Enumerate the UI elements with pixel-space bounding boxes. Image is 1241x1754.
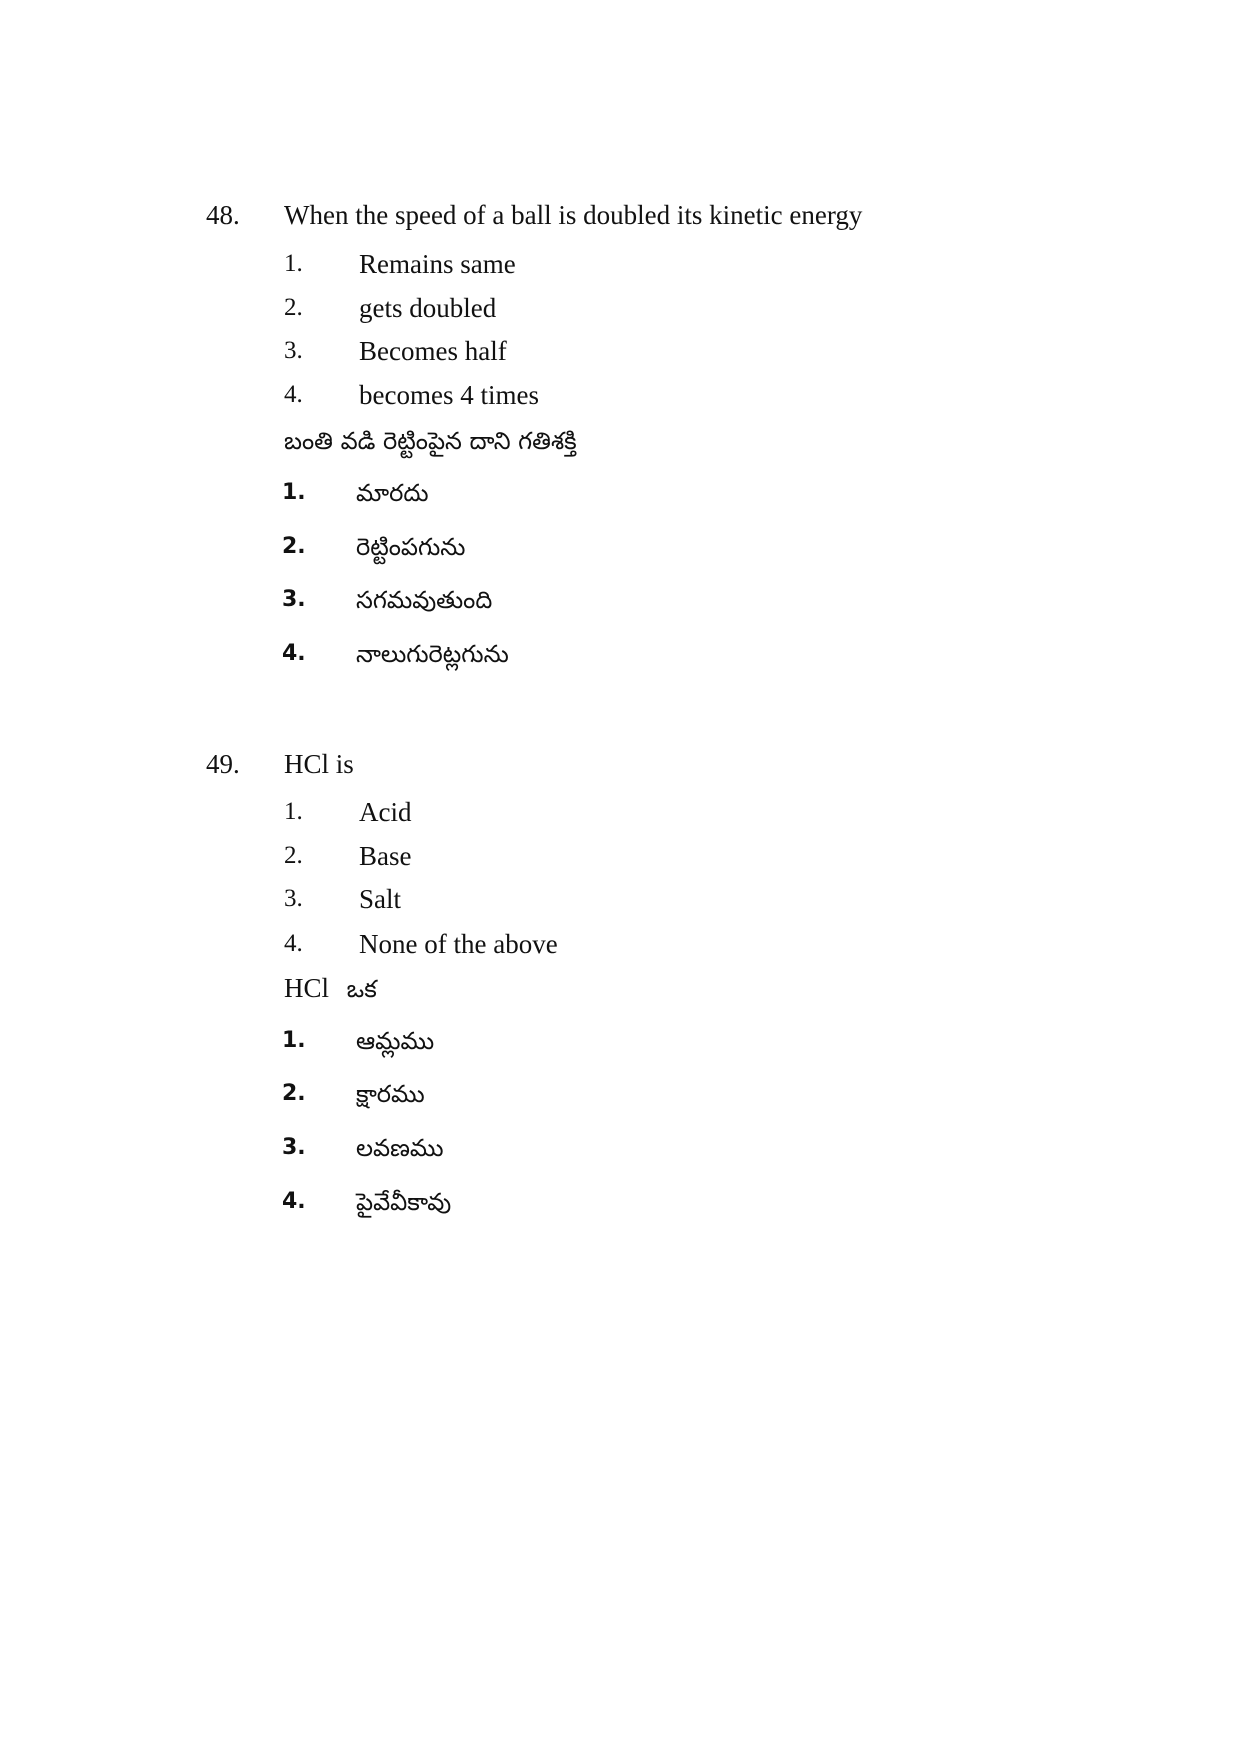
option-text-telugu: సగమవుతుంది xyxy=(356,586,493,614)
option-number: 2. xyxy=(284,294,303,321)
option-number: 1. xyxy=(282,1028,306,1053)
option-number: 3. xyxy=(282,587,306,612)
option-number: 3. xyxy=(284,337,303,364)
question-text-english: HCl is xyxy=(284,749,354,779)
question-number: 48. xyxy=(206,200,240,230)
option-text: Acid xyxy=(359,797,412,827)
question-text-telugu: బంతి వడి రెట్టింపైన దాని గతిశక్తి xyxy=(284,427,577,455)
option-number: 2. xyxy=(282,534,306,559)
option-number: 4. xyxy=(282,1189,306,1214)
option-text: Salt xyxy=(359,884,402,914)
option-text-telugu: పైవేవీకావు xyxy=(356,1188,452,1216)
option-text-telugu: మారదు xyxy=(356,479,429,507)
option-number: 1. xyxy=(284,798,303,825)
option-number: 1. xyxy=(282,480,306,505)
option-number: 4. xyxy=(284,930,303,957)
option-text: Becomes half xyxy=(359,336,507,366)
question-text-telugu xyxy=(284,971,377,1006)
option-number: 3. xyxy=(284,885,303,912)
question-text-english: When the speed of a ball is doubled its kinetic energy xyxy=(284,200,863,230)
option-number: 4. xyxy=(284,381,303,408)
option-text-telugu: రెట్టింపగును xyxy=(356,533,466,561)
option-text: None of the above xyxy=(359,929,558,959)
option-text: becomes 4 times xyxy=(359,380,539,410)
option-number: 1. xyxy=(284,250,303,277)
option-number: 2. xyxy=(284,842,303,869)
option-text: Remains same xyxy=(359,249,516,279)
option-text: gets doubled xyxy=(359,293,497,323)
option-text-telugu: లవణము xyxy=(356,1134,444,1162)
option-number: 3. xyxy=(282,1135,306,1160)
option-text: Base xyxy=(359,841,412,871)
option-text-telugu: క్షారము xyxy=(356,1080,425,1108)
option-text-telugu: నాలుగురెట్లగును xyxy=(356,640,509,668)
option-number: 4. xyxy=(282,641,306,666)
question-formula: HCl xyxy=(284,973,330,1003)
question-number: 49. xyxy=(206,749,240,779)
option-text-telugu: ఆమ్లము xyxy=(356,1027,435,1055)
option-number: 2. xyxy=(282,1081,306,1106)
question-telugu-word: ఒక xyxy=(346,975,377,1003)
